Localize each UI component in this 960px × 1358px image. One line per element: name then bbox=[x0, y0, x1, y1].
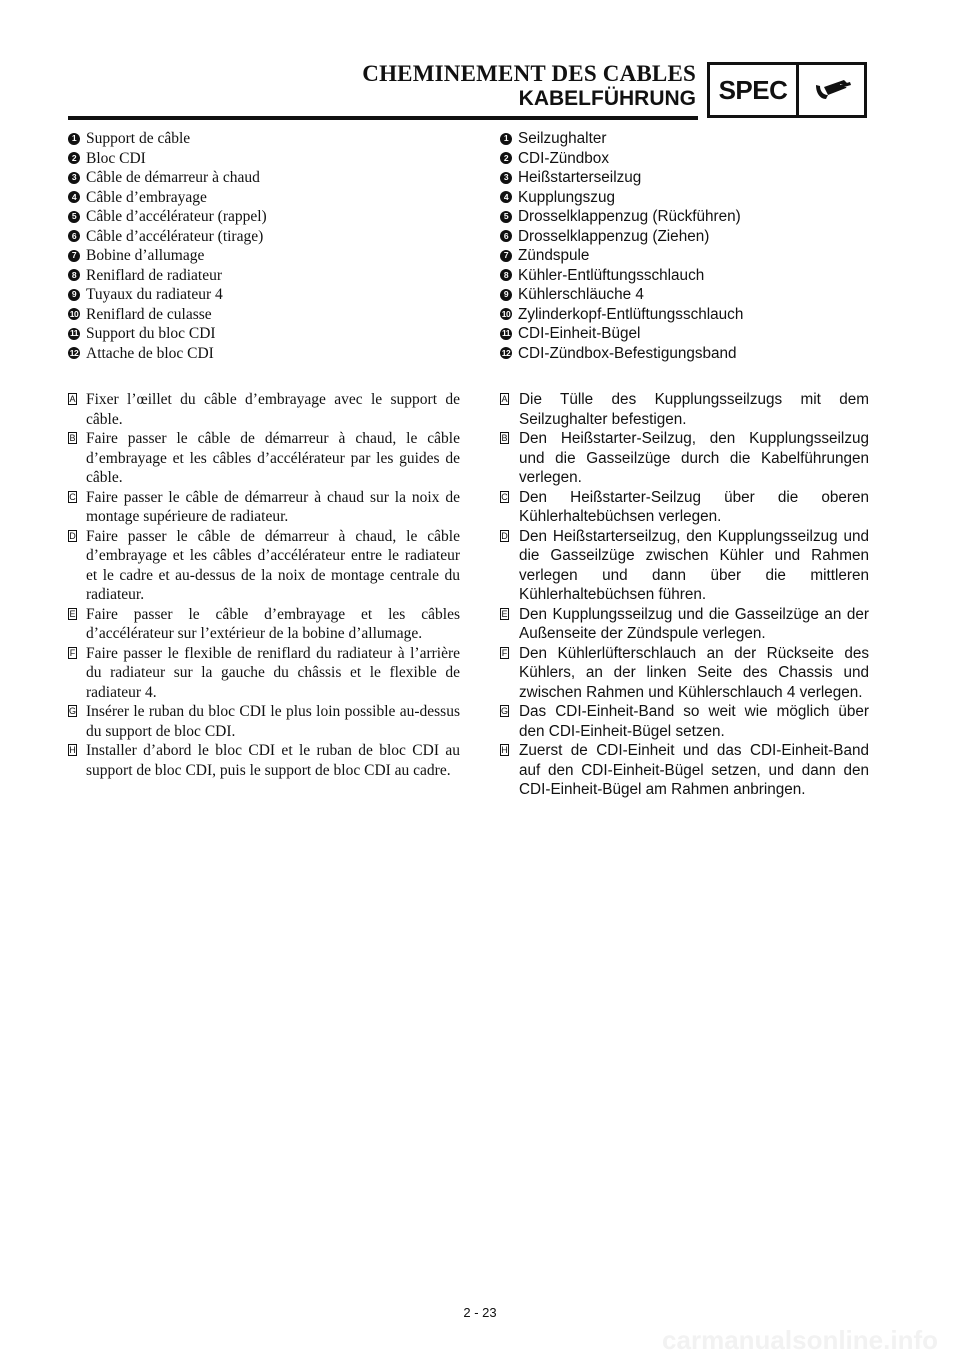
list-item bbox=[500, 129, 869, 149]
instruction-letter: H bbox=[69, 745, 76, 755]
instruction-letter: F bbox=[69, 647, 76, 658]
callout-number: 8 bbox=[500, 269, 512, 281]
list-item bbox=[68, 188, 460, 208]
parts-list-french bbox=[68, 129, 460, 363]
list-item bbox=[500, 344, 869, 364]
part-label: Bobine d’allumage bbox=[86, 247, 205, 264]
instruction-item bbox=[500, 390, 869, 429]
instruction-item bbox=[68, 527, 460, 605]
instruction-letter: G bbox=[501, 706, 509, 716]
instruction-text: Den Heißstarterseilzug, den Kupplungsseilzug und die Gasseilzüge zwischen Kühler und Rahmen verlegen und dann über die mittleren Kühlerhaltebüchsen führen. bbox=[519, 527, 869, 603]
instruction-text: Die Tülle des Kupplungsseilzugs mit dem Seilzughalter befestigen. bbox=[519, 391, 869, 428]
callout-number: 4 bbox=[68, 191, 80, 203]
list-item bbox=[68, 149, 460, 169]
wrench-icon bbox=[799, 65, 864, 115]
list-item bbox=[500, 266, 869, 286]
part-label: CDI-Zündbox bbox=[518, 149, 609, 167]
instruction-letter: D bbox=[501, 530, 508, 541]
instruction-item bbox=[500, 702, 869, 741]
part-label: Kupplungszug bbox=[518, 188, 615, 206]
instruction-item bbox=[68, 605, 460, 644]
instruction-item bbox=[500, 644, 869, 703]
part-label: CDI-Einheit-Bügel bbox=[518, 325, 641, 342]
instruction-item bbox=[500, 429, 869, 488]
instruction-item bbox=[500, 741, 869, 800]
part-label: Bloc CDI bbox=[86, 149, 146, 167]
list-item bbox=[68, 129, 460, 149]
list-item bbox=[500, 246, 869, 266]
list-item bbox=[500, 188, 869, 208]
instruction-item bbox=[68, 488, 460, 527]
header-rule bbox=[68, 116, 698, 120]
list-item bbox=[500, 207, 869, 227]
part-label: Heißstarterseilzug bbox=[518, 169, 642, 186]
callout-number: 4 bbox=[500, 191, 512, 203]
callout-number: 10 bbox=[501, 308, 511, 319]
part-label: Câble d’accélérateur (rappel) bbox=[86, 208, 267, 225]
callout-number: 6 bbox=[68, 230, 80, 242]
part-label: CDI-Zündbox-Befestigungsband bbox=[518, 344, 737, 362]
callout-number: 5 bbox=[500, 211, 512, 223]
part-label: Kühlerschläuche 4 bbox=[518, 286, 644, 303]
instruction-text: Den Kühlerlüfterschlauch an der Rückseite des Kühlers, an der linken Seite des Chassis und zwischen Rahmen und Kühlerschlauch 4 verlegen. bbox=[519, 644, 869, 701]
instruction-letter: D bbox=[69, 530, 76, 541]
instruction-text: Fixer l’œillet du câble d’embrayage avec le support de câble. bbox=[86, 391, 460, 428]
callout-number: 11 bbox=[502, 328, 510, 338]
callout-number: 1 bbox=[68, 133, 80, 145]
instruction-item bbox=[500, 488, 869, 527]
instruction-letter: G bbox=[69, 706, 77, 716]
instruction-letter: E bbox=[69, 608, 76, 619]
instruction-text: Installer d’abord le bloc CDI et le ruban de bloc CDI au support de bloc CDI, puis le support de bloc CDI au cadre. bbox=[86, 742, 460, 779]
part-label: Support de câble bbox=[86, 130, 191, 147]
callout-number: 9 bbox=[68, 289, 80, 301]
instruction-item bbox=[68, 644, 460, 703]
parts-list-german bbox=[500, 129, 869, 363]
callout-number: 2 bbox=[68, 152, 80, 164]
instruction-item bbox=[68, 741, 460, 780]
part-label: Câble de démarreur à chaud bbox=[86, 169, 260, 186]
callout-number: 1 bbox=[500, 133, 512, 145]
instruction-text: Den Heißstarter-Seilzug, den Kupplungsseilzug und die Gasseilzüge durch die Kabelführungen verlegen. bbox=[519, 430, 869, 486]
part-label: Zylinderkopf-Entlüftungsschlauch bbox=[518, 305, 744, 323]
page-number: 2 - 23 bbox=[463, 1305, 497, 1320]
instruction-letter: C bbox=[69, 491, 76, 502]
part-label: Câble d’accélérateur (tirage) bbox=[86, 227, 264, 245]
part-label: Câble d’embrayage bbox=[86, 188, 207, 206]
callout-number: 7 bbox=[68, 250, 80, 262]
instruction-item bbox=[68, 702, 460, 741]
list-item bbox=[68, 324, 460, 344]
page-title-french: CHEMINEMENT DES CABLES bbox=[362, 61, 696, 86]
instruction-text: Faire passer le câble d’embrayage et les câbles d’accélérateur sur l’extérieur de la bobine d’allumage. bbox=[86, 605, 460, 642]
callout-number: 8 bbox=[68, 269, 80, 281]
list-item bbox=[500, 285, 869, 305]
callout-number: 6 bbox=[500, 230, 512, 242]
callout-number: 10 bbox=[69, 308, 79, 319]
page-title-german: KABELFÜHRUNG bbox=[518, 87, 696, 110]
instruction-text: Zuerst de CDI-Einheit und das CDI-Einheit-Band auf den CDI-Einheit-Bügel setzen, und dann den CDI-Einheit-Bügel am Rahmen anbringen. bbox=[519, 742, 869, 798]
list-item bbox=[500, 324, 869, 344]
instructions-german bbox=[500, 390, 869, 800]
list-item bbox=[68, 168, 460, 188]
callout-number: 7 bbox=[500, 250, 512, 262]
callout-number: 2 bbox=[500, 152, 512, 164]
part-label: Drosselklappenzug (Rückführen) bbox=[518, 208, 741, 225]
french-column bbox=[68, 129, 460, 780]
instruction-text: Faire passer le câble de démarreur à chaud, le câble d’embrayage et les câbles d’accélérateur par les guides de câble. bbox=[86, 430, 460, 486]
instruction-text: Insérer le ruban du bloc CDI le plus loin possible au-dessus du support de bloc CDI. bbox=[86, 703, 460, 740]
part-label: Drosselklappenzug (Ziehen) bbox=[518, 227, 710, 245]
list-item bbox=[68, 344, 460, 364]
instruction-text: Faire passer le flexible de reniflard du radiateur à l’arrière du radiateur sur la gauche du châssis et le flexible de radiateur 4. bbox=[86, 644, 460, 701]
instruction-letter: B bbox=[501, 433, 508, 443]
list-item bbox=[68, 285, 460, 305]
instruction-letter: A bbox=[501, 394, 508, 404]
instruction-letter: C bbox=[501, 491, 508, 502]
part-label: Reniflard de radiateur bbox=[86, 266, 222, 284]
instruction-text: Den Kupplungsseilzug und die Gasseilzüge an der Außenseite der Zündspule verlegen. bbox=[519, 605, 869, 642]
instruction-text: Faire passer le câble de démarreur à chaud sur la noix de montage supérieure de radiateur. bbox=[86, 488, 460, 525]
instruction-item bbox=[500, 605, 869, 644]
instruction-letter: A bbox=[69, 394, 76, 404]
list-item bbox=[68, 246, 460, 266]
instruction-item bbox=[68, 429, 460, 488]
part-label: Tuyaux du radiateur 4 bbox=[86, 286, 223, 303]
list-item bbox=[68, 227, 460, 247]
list-item bbox=[68, 305, 460, 325]
callout-number: 5 bbox=[68, 211, 80, 223]
callout-number: 9 bbox=[500, 289, 512, 301]
instruction-item bbox=[68, 390, 460, 429]
german-column bbox=[500, 129, 869, 800]
instruction-text: Faire passer le câble de démarreur à chaud, le câble d’embrayage et les câbles d’accélérateur entre le radiateur et le cadre et au-dessus de la noix de montage centrale du radiateur. bbox=[86, 527, 460, 603]
part-label: Kühler-Entlüftungsschlauch bbox=[518, 266, 705, 284]
callout-number: 12 bbox=[69, 347, 79, 358]
callout-number: 12 bbox=[501, 347, 511, 358]
watermark: carmanualsonline.info bbox=[662, 1325, 938, 1355]
instruction-letter: E bbox=[501, 608, 508, 619]
callout-number: 3 bbox=[68, 172, 80, 184]
list-item bbox=[68, 266, 460, 286]
instruction-letter: F bbox=[501, 647, 508, 658]
instruction-letter: B bbox=[69, 433, 76, 443]
list-item bbox=[500, 305, 869, 325]
callout-number: 11 bbox=[70, 328, 78, 338]
list-item bbox=[500, 149, 869, 169]
list-item bbox=[68, 207, 460, 227]
part-label: Attache de bloc CDI bbox=[86, 344, 214, 362]
part-label: Seilzughalter bbox=[518, 130, 607, 147]
part-label: Reniflard de culasse bbox=[86, 305, 212, 323]
instruction-text: Den Heißstarter-Seilzug über die oberen Kühlerhaltebüchsen verlegen. bbox=[519, 488, 869, 525]
instructions-french bbox=[68, 390, 460, 780]
list-item bbox=[500, 227, 869, 247]
section-badge bbox=[707, 62, 867, 118]
instruction-item bbox=[500, 527, 869, 605]
callout-number: 3 bbox=[500, 172, 512, 184]
part-label: Support du bloc CDI bbox=[86, 325, 216, 342]
instruction-letter: H bbox=[501, 745, 508, 755]
list-item bbox=[500, 168, 869, 188]
instruction-text: Das CDI-Einheit-Band so weit wie möglich über den CDI-Einheit-Bügel setzen. bbox=[519, 703, 869, 740]
section-label: SPEC bbox=[710, 65, 799, 115]
part-label: Zündspule bbox=[518, 247, 590, 264]
